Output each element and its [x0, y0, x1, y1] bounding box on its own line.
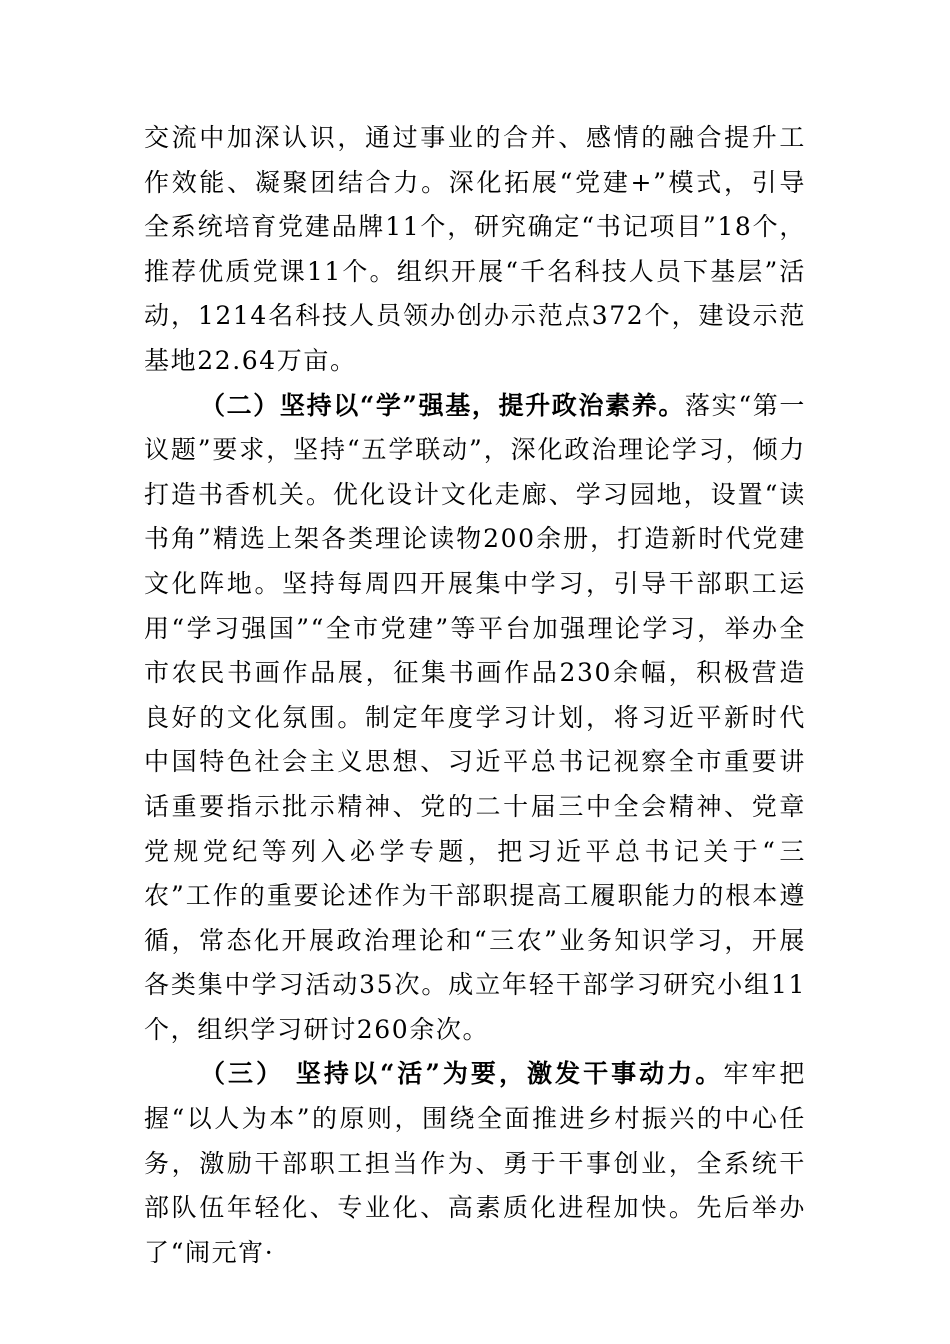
section-2-heading: （二）坚持以“学”强基，提升政治素养。 [200, 390, 686, 420]
paragraph-2 [144, 384, 806, 1053]
document-page [144, 116, 806, 1275]
paragraph-1-body: 交流中加深认识，通过事业的合并、感情的融合提升工作效能、凝聚团结合力。深化拓展“党建+”模式，引导全系统培育党建品牌11个，研究确定“书记项目”18个，推荐优质党课11个。组织开展“千名科技人员下基层”活动，1214名科技人员领办创办示范点372个，建设示范基地22.64万亩。 [144, 123, 806, 375]
section-3-heading: （三） 坚持以“活”为要，激发干事动力。 [200, 1059, 724, 1089]
paragraph-1 [144, 116, 806, 384]
paragraph-3 [144, 1052, 806, 1275]
paragraph-2-body: 落实“第一议题”要求，坚持“五学联动”，深化政治理论学习，倾力打造书香机关。优化设计文化走廊、学习园地，设置“读书角”精选上架各类理论读物200余册，打造新时代党建文化阵地。坚持每周四开展集中学习，引导干部职工运用“学习强国”“全市党建”等平台加强理论学习，举办全市农民书画作品展，征集书画作品230余幅，积极营造良好的文化氛围。制定年度学习计划，将习近平新时代中国特色社会主义思想、习近平总书记视察全市重要讲话重要指示批示精神、党的二十届三中全会精神、党章党规党纪等列入必学专题，把习近平总书记关于“三农”工作的重要论述作为干部职提高工履职能力的根本遵循，常态化开展政治理论和“三农”业务知识学习，开展各类集中学习活动35次。成立年轻干部学习研究小组11个，组织学习研讨260余次。 [144, 390, 806, 1044]
paragraph-3-body: 牢牢把握“以人为本”的原则，围绕全面推进乡村振兴的中心任务，激励干部职工担当作为、勇于干事创业，全系统干部队伍年轻化、专业化、高素质化进程加快。先后举办了“闹元宵· [144, 1059, 806, 1267]
